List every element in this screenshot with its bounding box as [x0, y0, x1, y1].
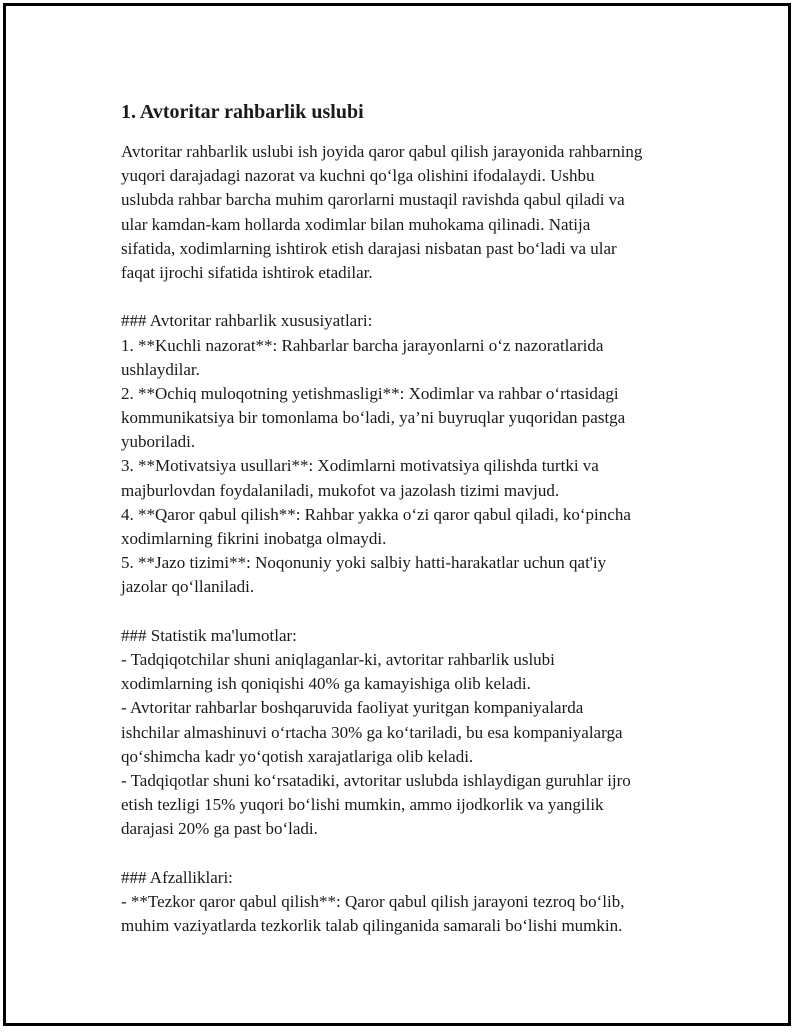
text-line: ### Statistik ma'lumotlar:: [121, 625, 297, 645]
text-line: qo‘shimcha kadr yo‘qotish xarajatlariga olib keladi.: [121, 746, 474, 766]
text-line: - **Tezkor qaror qabul qilish**: Qaror qabul qilish jarayoni tezroq bo‘lib,: [121, 891, 625, 911]
text-line: xodimlarning ish qoniqishi 40% ga kamayishiga olib keladi.: [121, 674, 531, 694]
blank-line: [121, 600, 701, 624]
text-line: 2. **Ochiq muloqotning yetishmasligi**: Xodimlar va rahbar o‘rtasidagi: [121, 383, 619, 403]
text-line: - Tadqiqotchilar shuni aniqlaganlar-ki, avtoritar rahbarlik uslubi: [121, 649, 555, 669]
text-line: muhim vaziyatlarda tezkorlik talab qilinganida samarali bo‘lishi mumkin.: [121, 916, 623, 935]
page-frame: [3, 3, 791, 1026]
document-text: [121, 140, 701, 938]
blank-line: [121, 285, 701, 309]
text-line: ### Avtoritar rahbarlik xususiyatlari:: [121, 311, 373, 331]
text-line: yuqori darajadagi nazorat va kuchni qo‘lga olishini ifodalaydi. Ushbu: [121, 166, 595, 186]
blank-line: [121, 841, 701, 865]
text-line: 1. **Kuchli nazorat**: Rahbarlar barcha jarayonlarni o‘z nazoratlarida: [121, 335, 604, 355]
document-body: [121, 96, 701, 938]
text-line: yuboriladi.: [121, 432, 196, 452]
text-line: ### Afzalliklari:: [121, 867, 233, 887]
text-line: Avtoritar rahbarlik uslubi ish joyida qaror qabul qilish jarayonida rahbarning: [121, 142, 643, 161]
text-line: 4. **Qaror qabul qilish**: Rahbar yakka o‘zi qaror qabul qiladi, ko‘pincha: [121, 504, 631, 524]
text-line: darajasi 20% ga past bo‘ladi.: [121, 819, 318, 839]
text-line: sifatida, xodimlarning ishtirok etish darajasi nisbatan past bo‘ladi va ular: [121, 238, 617, 258]
text-line: - Tadqiqotlar shuni ko‘rsatadiki, avtoritar uslubda ishlaydigan guruhlar ijro: [121, 770, 631, 790]
text-line: 5. **Jazo tizimi**: Noqonuniy yoki salbiy hatti-harakatlar uchun qat'iy: [121, 553, 607, 573]
document-title: 1. Avtoritar rahbarlik uslubi: [121, 101, 364, 123]
text-line: kommunikatsiya bir tomonlama bo‘ladi, ya’ni buyruqlar yuqoridan pastga: [121, 408, 626, 428]
text-line: jazolar qo‘llaniladi.: [121, 577, 255, 597]
text-line: 3. **Motivatsiya usullari**: Xodimlarni motivatsiya qilishda turtki va: [121, 456, 599, 476]
text-line: ular kamdan-kam hollarda xodimlar bilan muhokama qilinadi. Natija: [121, 214, 591, 234]
text-line: uslubda rahbar barcha muhim qarorlarni mustaqil ravishda qabul qiladi va: [121, 190, 625, 210]
text-line: ushlaydilar.: [121, 359, 200, 379]
text-line: faqat ijrochi sifatida ishtirok etadilar.: [121, 262, 373, 282]
text-line: - Avtoritar rahbarlar boshqaruvida faoliyat yuritgan kompaniyalarda: [121, 698, 584, 718]
text-line: ishchilar almashinuvi o‘rtacha 30% ga ko‘tariladi, bu esa kompaniyalarga: [121, 722, 623, 742]
text-line: xodimlarning fikrini inobatga olmaydi.: [121, 529, 387, 548]
text-line: etish tezligi 15% yuqori bo‘lishi mumkin, ammo ijodkorlik va yangilik: [121, 795, 604, 815]
text-line: majburlovdan foydalaniladi, mukofot va jazolash tizimi mavjud.: [121, 480, 560, 500]
